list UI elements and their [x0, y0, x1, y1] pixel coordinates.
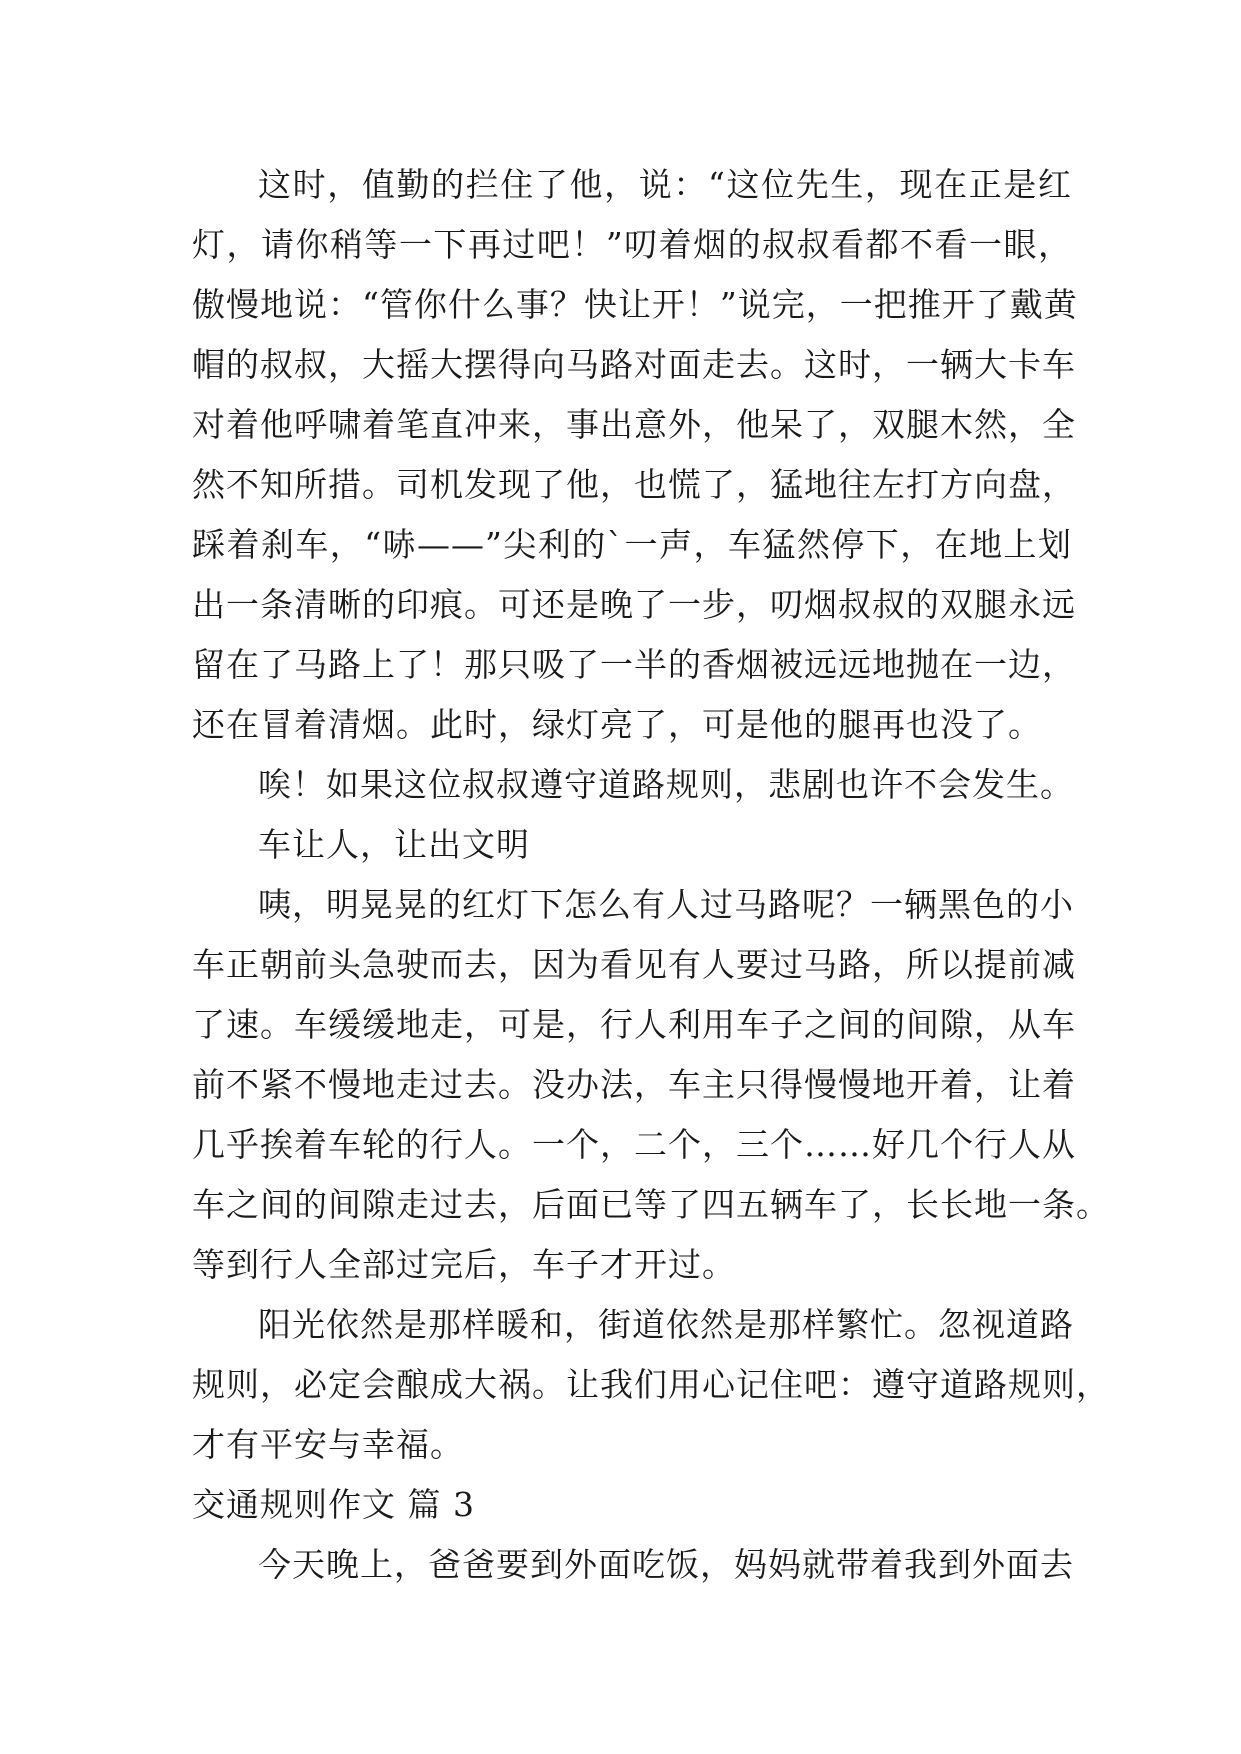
text-line: 前不紧不慢地走过去。没办法，车主只得慢慢地开着，让着 [192, 1065, 1076, 1104]
text-line: 了速。车缓缓地走，可是，行人利用车子之间的间隙，从车 [192, 1005, 1076, 1044]
text-line: 几乎挨着车轮的行人。一个，二个，三个……好几个行人从 [192, 1125, 1076, 1164]
text-line: 才有平安与幸福。 [192, 1425, 464, 1464]
text-line: 阳光依然是那样暖和，街道依然是那样繁忙。忽视道路 [258, 1305, 1074, 1344]
text-line: 还在冒着清烟。此时，绿灯亮了，可是他的腿再也没了。 [192, 705, 1042, 744]
text-line: 唉！如果这位叔叔遵守道路规则，悲剧也许不会发生。 [258, 765, 1074, 804]
body-text [192, 155, 1110, 1595]
text-line: 车正朝前头急驶而去，因为看见有人要过马路，所以提前减 [192, 945, 1076, 984]
text-line: 留在了马路上了！那只吸了一半的香烟被远远地抛在一边， [192, 645, 1076, 684]
text-line: 咦，明晃晃的红灯下怎么有人过马路呢？一辆黑色的小 [258, 885, 1074, 924]
text-line: 出一条清晰的印痕。可还是晚了一步，叨烟叔叔的双腿永远 [192, 585, 1076, 624]
section-heading: 交通规则作文 篇 3 [192, 1485, 475, 1524]
text-line: 车之间的间隙走过去，后面已等了四五辆车了，长长地一条。 [192, 1185, 1110, 1224]
text-line: 等到行人全部过完后，车子才开过。 [192, 1245, 736, 1284]
text-line: 帽的叔叔，大摇大摆得向马路对面走去。这时，一辆大卡车 [192, 345, 1076, 384]
text-line: 这时，值勤的拦住了他，说：“这位先生，现在正是红 [258, 165, 1072, 204]
text-line: 今天晚上，爸爸要到外面吃饭，妈妈就带着我到外面去 [258, 1545, 1074, 1584]
text-line: 踩着刹车，“哧——”尖利的`一声，车猛然停下，在地上划 [192, 525, 1072, 564]
text-line: 灯，请你稍等一下再过吧！”叨着烟的叔叔看都不看一眼， [192, 225, 1072, 264]
text-line: 规则，必定会酿成大祸。让我们用心记住吧：遵守道路规则， [192, 1365, 1110, 1404]
text-line: 对着他呼啸着笔直冲来，事出意外，他呆了，双腿木然，全 [192, 405, 1076, 444]
subheading-line: 车让人，让出文明 [258, 825, 530, 864]
text-line: 傲慢地说：“管你什么事？快让开！”说完，一把推开了戴黄 [192, 285, 1078, 324]
text-line: 然不知所措。司机发现了他，也慌了，猛地往左打方向盘， [192, 465, 1076, 504]
